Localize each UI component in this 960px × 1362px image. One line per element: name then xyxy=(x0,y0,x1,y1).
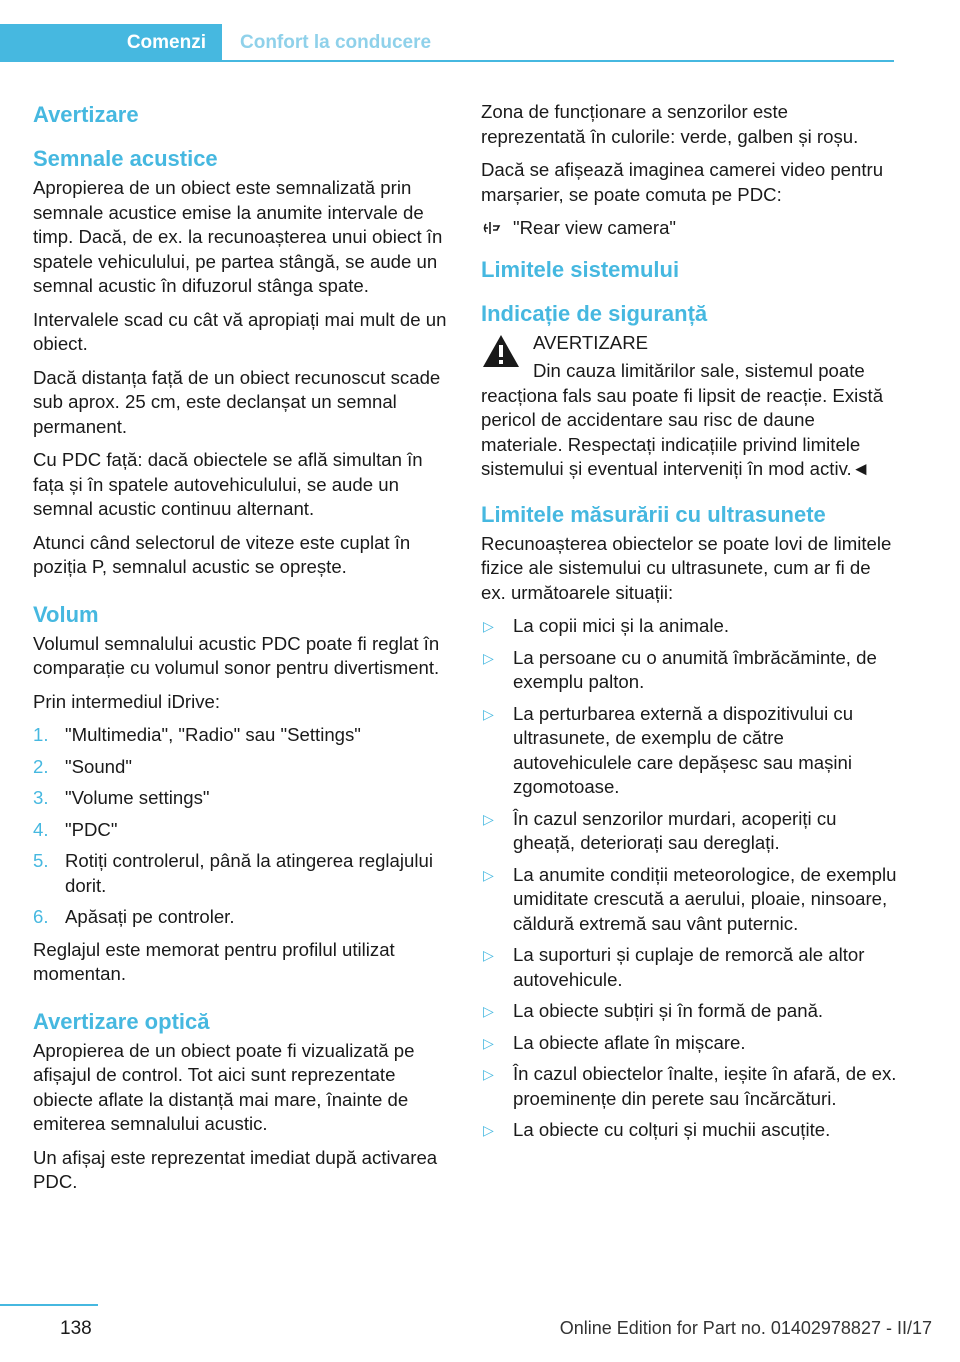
bullet-icon: ▷ xyxy=(483,1034,494,1051)
list-item-text: În cazul obiectelor înalte, ieșite în afară, de ex. proeminențe din perete sau încărcături. xyxy=(513,1063,897,1109)
heading-indicatie-siguranta: Indicație de siguranță xyxy=(481,300,708,326)
bullet-icon: ▷ xyxy=(483,1122,494,1138)
list-item xyxy=(33,723,451,748)
bullet-icon: ▷ xyxy=(483,1066,494,1082)
paragraph: Un afișaj este reprezentat imediat după activarea PDC. xyxy=(33,1146,438,1192)
page-header xyxy=(0,0,960,64)
list-item xyxy=(481,614,897,639)
warning-triangle-icon xyxy=(481,333,521,369)
paragraph: Cu PDC față: dacă obiectele se află simultan în fața și în spatele autovehiculului, se aude un semnal acustic continuu alternant. xyxy=(33,449,423,519)
list-item-text: La persoane cu o anumită îmbrăcăminte, de exemplu palton. xyxy=(513,646,877,692)
paragraph: Prin intermediul iDrive: xyxy=(33,690,221,712)
limitations-list xyxy=(481,614,897,1143)
paragraph: Atunci când selectorul de viteze este cuplat în poziția P, semnalul acustic se oprește. xyxy=(33,531,411,577)
section-title-limitele-sistemului: Limitele sistemului xyxy=(481,256,680,282)
step-number: 5. xyxy=(33,850,49,871)
header-tab-comenzi[interactable]: Comenzi xyxy=(0,24,222,62)
edition-note: Online Edition for Part no. 01402978827 - II/17 xyxy=(559,1318,932,1338)
list-item xyxy=(481,943,897,992)
heading-avertizare-optica: Avertizare optică xyxy=(33,1008,210,1034)
list-item-text: La obiecte subțiri și în formă de pană. xyxy=(513,1000,824,1021)
list-item xyxy=(33,849,451,898)
bullet-icon: ▷ xyxy=(483,1003,494,1019)
list-item xyxy=(481,702,897,800)
list-item xyxy=(481,1118,897,1143)
heading-semnale-acustice: Semnale acustice xyxy=(33,146,218,171)
footer-divider xyxy=(0,1304,98,1306)
step-text: "Multimedia", "Radio" sau "Settings" xyxy=(65,724,361,745)
bullet-icon: ▷ xyxy=(483,866,494,883)
paragraph: Dacă se afișează imaginea camerei video pentru marșarier, se poate comuta pe PDC: xyxy=(481,159,884,205)
header-tab-confort[interactable]: Confort la conducere xyxy=(240,32,432,53)
list-item xyxy=(481,1031,897,1056)
list-item xyxy=(33,786,451,811)
list-item xyxy=(481,999,897,1024)
page-number: 138 xyxy=(60,1318,92,1339)
list-item-text: La copii mici și la animale. xyxy=(513,615,729,636)
bullet-icon: ▷ xyxy=(483,649,494,666)
heading-limitele-masurarii: Limitele măsurării cu ultrasunete xyxy=(481,501,826,527)
step-number: 6. xyxy=(33,906,49,927)
camera-label: "Rear view camera" xyxy=(513,217,677,238)
list-item xyxy=(33,905,451,930)
list-item xyxy=(481,863,897,937)
list-item xyxy=(33,818,451,843)
warning-block xyxy=(481,331,897,482)
right-column xyxy=(481,100,897,1151)
header-divider xyxy=(222,60,894,62)
paragraph: Apropierea de un obiect este semnalizată prin semnale acustice emise la anumite intervale de timp. Dacă, de ex. la recunoașterea unui obiect în spatele vehiculului, pe partea stângă, se aude un semnal acustic în difuzorul stânga spate. xyxy=(33,177,443,296)
pdc-sensor-icon xyxy=(481,218,501,238)
step-text: "Volume settings" xyxy=(65,787,210,808)
step-number: 1. xyxy=(33,724,49,745)
step-number: 2. xyxy=(33,755,49,777)
list-item xyxy=(481,1062,897,1111)
section-title-avertizare: Avertizare xyxy=(33,102,139,127)
bullet-icon: ▷ xyxy=(483,947,494,963)
camera-option xyxy=(481,216,897,241)
heading-volum: Volum xyxy=(33,601,99,627)
paragraph: Apropierea de un obiect poate fi vizualizată pe afișajul de control. Tot aici sunt reprezentate obiecte aflate la distanță mai mare, înainte de emiterea semnalului acustic. xyxy=(33,1039,415,1134)
warning-text: Din cauza limitărilor sale, sistemul poate reacționa fals sau poate fi lipsit de reacție. Există pericol de accidentare sau risc de daune materiale. Respectați indicațiile privind limitele sistemului și eventual interveniți în mod activ.◄ xyxy=(481,360,884,479)
list-item-text: La obiecte aflate în mișcare. xyxy=(513,1031,746,1053)
list-item-text: La suporturi și cuplaje de remorcă ale altor autovehicule. xyxy=(513,944,865,990)
list-item xyxy=(481,807,897,856)
list-item-text: În cazul senzorilor murdari, acoperiți cu gheață, deteriorați sau dereglați. xyxy=(513,807,837,853)
step-text: Apăsați pe controler. xyxy=(65,906,235,927)
step-text: "Sound" xyxy=(65,755,132,777)
step-number: 3. xyxy=(33,787,49,808)
paragraph: Intervalele scad cu cât vă apropiați mai mult de un obiect. xyxy=(33,308,447,354)
list-item-text: La anumite condiții meteorologice, de exemplu umiditate crescută a aerului, ploaie, ninsoare, căldură extremă sau vânt puternic. xyxy=(513,863,897,934)
warning-title: AVERTIZARE xyxy=(533,331,649,353)
step-text: Rotiți controlerul, până la atingerea reglajului dorit. xyxy=(65,850,433,896)
step-text: "PDC" xyxy=(65,818,118,840)
paragraph: Volumul semnalului acustic PDC poate fi reglat în comparație cu volumul sonor pentru divertisment. xyxy=(33,632,440,678)
paragraph: Recunoașterea obiectelor se poate lovi de limitele fizice ale sistemului cu ultrasunete, cum ar fi de ex. următoarele situații: xyxy=(481,532,892,603)
paragraph: Dacă distanța față de un obiect recunoscut scade sub aprox. 25 cm, este declanșat un semnal permanent. xyxy=(33,366,441,437)
list-item xyxy=(33,755,451,780)
bullet-icon: ▷ xyxy=(483,705,494,722)
idrive-steps-list xyxy=(33,723,451,930)
left-column xyxy=(33,100,451,1204)
list-item-text: La obiecte cu colțuri și muchii ascuțite. xyxy=(513,1119,831,1140)
list-item xyxy=(481,646,897,695)
bullet-icon: ▷ xyxy=(483,618,494,634)
bullet-icon: ▷ xyxy=(483,810,494,827)
step-number: 4. xyxy=(33,818,49,840)
paragraph: Zona de funcționare a senzorilor este reprezentată în culorile: verde, galben și roșu. xyxy=(481,101,859,147)
list-item-text: La perturbarea externă a dispozitivului cu ultrasunete, de exemplu de către autovehiculele care depășesc sau mașini zgomotoase. xyxy=(513,702,854,797)
paragraph: Reglajul este memorat pentru profilul utilizat momentan. xyxy=(33,938,395,984)
